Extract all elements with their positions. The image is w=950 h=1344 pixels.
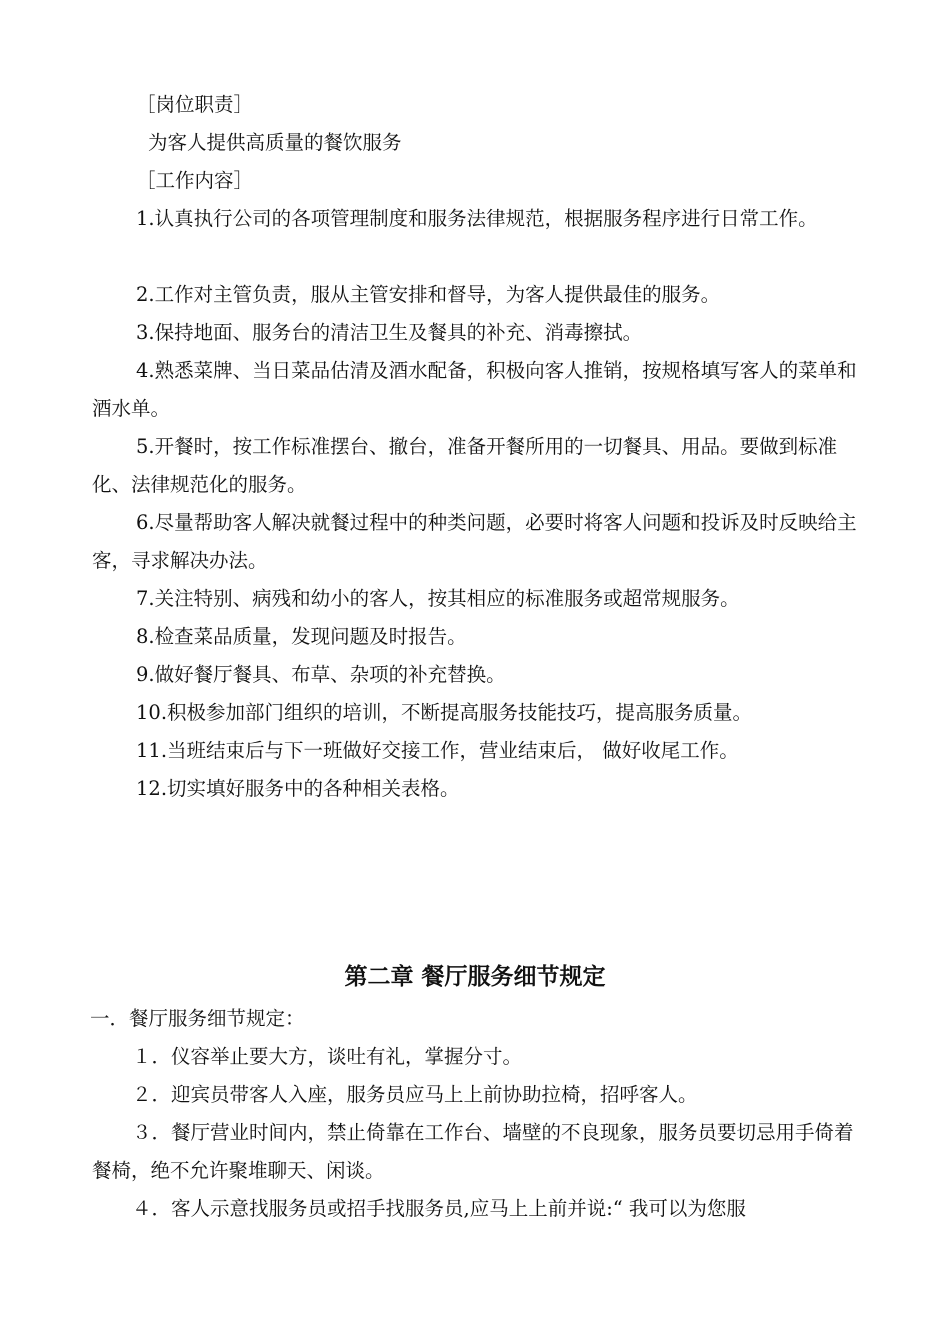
work-item-6: 6.尽量帮助客人解决就餐过程中的种类问题，必要时将客人问题和投诉及时反映给主客，寻求解决办法。 — [92, 511, 857, 572]
work-item-12: 12.切实填好服务中的各种相关表格。 — [136, 777, 460, 800]
work-item-10: 10.积极参加部门组织的培训，不断提高服务技能技巧，提高服务质量。 — [136, 701, 753, 724]
duty-heading: ［岗位职责］ — [136, 93, 254, 116]
work-item-2: 2.工作对主管负责，服从主管安排和督导，为客人提供最佳的服务。 — [136, 283, 721, 306]
rule-item-4: ４．客人示意找服务员或招手找服务员,应马上上前并说:“ 我可以为您服 — [132, 1197, 746, 1220]
work-item-8: 8.检查菜品质量，发现问题及时报告。 — [136, 625, 467, 648]
rule-item-1: １．仪容举止要大方，谈吐有礼，掌握分寸。 — [132, 1045, 523, 1068]
work-item-11: 11.当班结束后与下一班做好交接工作，营业结束后， 做好收尾工作。 — [136, 739, 739, 762]
rule-item-2: ２．迎宾员带客人入座，服务员应马上上前协助拉椅，招呼客人。 — [132, 1083, 698, 1106]
chapter-subheading: 一．餐厅服务细节规定： — [90, 1007, 305, 1030]
rule-item-3: ３．餐厅营业时间内，禁止倚靠在工作台、墙壁的不良现象，服务员要切忌用手倚着餐椅，绝不允许聚堆聊天、闲谈。 — [92, 1121, 854, 1182]
work-item-3: 3.保持地面、服务台的清洁卫生及餐具的补充、消毒擦拭。 — [136, 321, 643, 344]
duty-text: 为客人提供高质量的餐饮服务 — [148, 131, 402, 154]
work-item-9: 9.做好餐厅餐具、布草、杂项的补充替换。 — [136, 663, 506, 686]
chapter-title: 第二章 餐厅服务细节规定 — [344, 963, 606, 990]
work-item-1: 1.认真执行公司的各项管理制度和服务法律规范，根据服务程序进行日常工作。 — [136, 207, 818, 230]
work-item-4: 4.熟悉菜牌、当日菜品估清及酒水配备，积极向客人推销，按规格填写客人的菜单和酒水单。 — [92, 359, 857, 420]
work-item-7: 7.关注特别、病残和幼小的客人，按其相应的标准服务或超常规服务。 — [136, 587, 740, 610]
work-item-5: 5.开餐时，按工作标准摆台、撤台，准备开餐所用的一切餐具、用品。要做到标准化、法律规范化的服务。 — [92, 435, 838, 496]
work-content-heading: ［工作内容］ — [136, 169, 254, 192]
